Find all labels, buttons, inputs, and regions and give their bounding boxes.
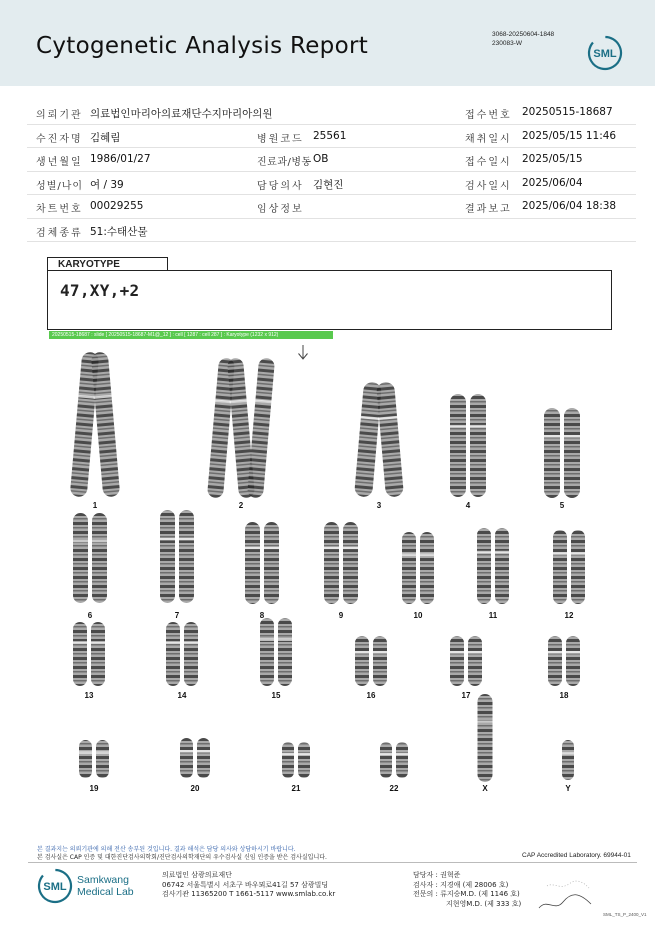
- chromosome-label: 15: [271, 691, 281, 700]
- lab-org: 의료법인 삼광의료재단: [162, 871, 232, 879]
- report-title: Cytogenetic Analysis Report: [36, 33, 369, 59]
- chromosome-8: [244, 522, 261, 604]
- chromosome-14: [165, 622, 181, 686]
- chromosome-10: [401, 532, 417, 604]
- chromosome-4: [469, 394, 487, 497]
- chromosome-label: 8: [259, 611, 265, 620]
- chromosome-label: 5: [559, 501, 565, 510]
- chromosome-5: [563, 408, 581, 498]
- chromosome-18: [547, 636, 563, 686]
- info-label: 결과보고: [465, 204, 512, 215]
- info-label: 생년월일: [36, 157, 83, 168]
- info-value: 여 / 39: [90, 178, 124, 191]
- chromosome-label: 3: [376, 501, 382, 510]
- karyogram-caption-bar: 20250515-18687 : slide [ 20250515-18687-M1@_12 ] : cell [ 1287 : cell 287 ] : Karyotype (1232 x 912): [49, 331, 333, 339]
- karyotype-result: 47,XY,+2: [60, 281, 140, 300]
- info-label: 진료과/병동: [257, 157, 312, 168]
- info-label: 접수일시: [465, 157, 512, 168]
- chromosome-label: 9: [338, 611, 344, 620]
- chromosome-13: [90, 622, 106, 686]
- chromosome-label: 13: [84, 691, 94, 700]
- chromosome-20: [196, 738, 211, 778]
- info-label: 수진자명: [36, 133, 83, 145]
- chromosome-X: [477, 694, 494, 782]
- chromosome-label: 19: [89, 784, 99, 793]
- karyotype-label: KARYOTYPE: [47, 257, 168, 271]
- chromosome-17: [467, 636, 483, 686]
- chromosome-11: [476, 528, 492, 604]
- report-code-line2: 230083-W: [492, 39, 522, 47]
- chromosome-10: [419, 532, 435, 604]
- info-value: 20250515-18687: [522, 106, 613, 118]
- chromosome-8: [263, 522, 280, 604]
- sml-footer-logo-icon: [37, 868, 73, 904]
- info-value: 25561: [313, 129, 347, 142]
- chromosome-19: [95, 740, 110, 778]
- chromosome-15: [277, 618, 293, 686]
- lab-name: [77, 874, 134, 898]
- info-value: 1986/01/27: [90, 153, 151, 165]
- signature-icon: [535, 878, 595, 914]
- chromosome-21: [281, 742, 295, 778]
- chromosome-label: 4: [465, 501, 471, 510]
- chromosome-label: 2: [238, 501, 244, 510]
- report-code-line1: 3068-20250604-1848: [492, 31, 555, 38]
- chromosome-label: 21: [291, 784, 301, 793]
- info-value: 김혜림: [90, 131, 121, 144]
- info-label: 병원코드: [257, 133, 304, 145]
- info-value: 김현진: [313, 178, 344, 191]
- form-code: SML_TS_P_2400_V1: [603, 912, 647, 917]
- chromosome-9: [342, 522, 359, 604]
- chromosome-12: [552, 530, 568, 604]
- lab-street: 06742 서울특별시 서초구 바우뫼로41길 57 삼광빌딩: [162, 880, 329, 889]
- chromosome-label: 14: [177, 691, 187, 700]
- chromosome-Y: [561, 740, 575, 780]
- chromosome-22: [379, 742, 393, 778]
- chromosome-22: [395, 742, 409, 778]
- footer-divider: [28, 862, 637, 863]
- info-label: 담당의사: [257, 180, 304, 192]
- chromosome-7: [178, 510, 195, 603]
- chromosome-label: 11: [488, 611, 498, 620]
- lab-name-line2: Medical Lab: [77, 886, 134, 898]
- info-label: 검체종류: [36, 227, 83, 239]
- chromosome-3: [376, 381, 404, 497]
- chromosome-label: X: [482, 784, 488, 793]
- chromosome-11: [494, 528, 510, 604]
- chromosome-18: [565, 636, 581, 686]
- chromosome-9: [323, 522, 340, 604]
- chromosome-label: 20: [190, 784, 200, 793]
- cap-accreditation: CAP Accredited Laboratory. 69944-01: [522, 852, 631, 859]
- chromosome-6: [72, 513, 89, 603]
- lab-name-line1: Samkwang: [77, 874, 129, 886]
- staff-list: [413, 871, 521, 909]
- footer-disclaimer: 본 결과지는 의뢰기관에 의해 전산 송부된 것입니다. 결과 해석은 담당 의사와 상담하시기 바랍니다.: [37, 846, 296, 853]
- chromosome-label: 6: [87, 611, 93, 620]
- chromosome-16: [372, 636, 388, 686]
- info-value: 2025/05/15: [522, 153, 583, 165]
- info-label: 성별/나이: [36, 180, 84, 192]
- info-value: 2025/05/15 11:46: [522, 129, 617, 142]
- footer-accreditation: 본 검사실은 CAP 인증 및 대한진단검사의학회/진단검사의학재단의 우수검사실 신임 인증을 받은 검사실입니다.: [37, 854, 327, 861]
- chromosome-7: [159, 510, 176, 603]
- info-value: 2025/06/04 18:38: [522, 200, 617, 212]
- chromosome-label: 22: [389, 784, 399, 793]
- lab-contact: 검사기관 11365200 T 1661-5117 www.smlab.co.kr: [162, 890, 336, 898]
- staff-line: 지현영M.D. (제 333 호): [446, 899, 522, 908]
- chromosome-label: 12: [564, 611, 574, 620]
- chromosome-13: [72, 622, 88, 686]
- chromosome-14: [183, 622, 199, 686]
- chromosome-label: 17: [461, 691, 471, 700]
- chromosome-12: [570, 530, 586, 604]
- staff-line: 담당자 : 권혁준: [413, 871, 461, 879]
- chromosome-label: 16: [366, 691, 376, 700]
- info-value: 의료법인마리아의료재단수지마리아의원: [90, 108, 273, 120]
- logo-text: SML: [43, 881, 67, 893]
- chromosome-20: [179, 738, 194, 778]
- chromosome-2: [247, 358, 275, 499]
- chromosome-label: Y: [565, 784, 571, 793]
- chromosome-15: [259, 618, 275, 686]
- chromosome-17: [449, 636, 465, 686]
- chromosome-label: 1: [92, 501, 98, 510]
- info-label: 검사일시: [465, 180, 512, 192]
- info-value: 00029255: [90, 200, 144, 212]
- staff-line: 검사자 : 지경애 (제 28006 호): [413, 880, 509, 889]
- info-value: OB: [313, 153, 329, 165]
- lab-address: [162, 871, 335, 900]
- staff-line: 전문의 : 류지승M.D. (제 1146 호): [413, 890, 520, 898]
- info-label: 채취일시: [465, 133, 512, 145]
- chromosome-label: 10: [413, 611, 423, 620]
- info-label: 접수번호: [465, 110, 512, 121]
- info-value: 51:수태산물: [90, 225, 148, 238]
- info-value: 2025/06/04: [522, 176, 583, 189]
- info-label: 차트번호: [36, 204, 83, 215]
- chromosome-21: [297, 742, 311, 778]
- logo-text: SML: [593, 48, 617, 60]
- chromosome-16: [354, 636, 370, 686]
- chromosome-label: 7: [174, 611, 180, 620]
- info-label: 임상정보: [257, 204, 304, 215]
- chromosome-label: 18: [559, 691, 569, 700]
- chromosome-5: [543, 408, 561, 498]
- chromosome-6: [91, 513, 108, 603]
- chromosome-19: [78, 740, 93, 778]
- chromosome-1: [91, 352, 121, 498]
- info-label: 의뢰기관: [36, 110, 83, 121]
- chromosome-4: [449, 394, 467, 497]
